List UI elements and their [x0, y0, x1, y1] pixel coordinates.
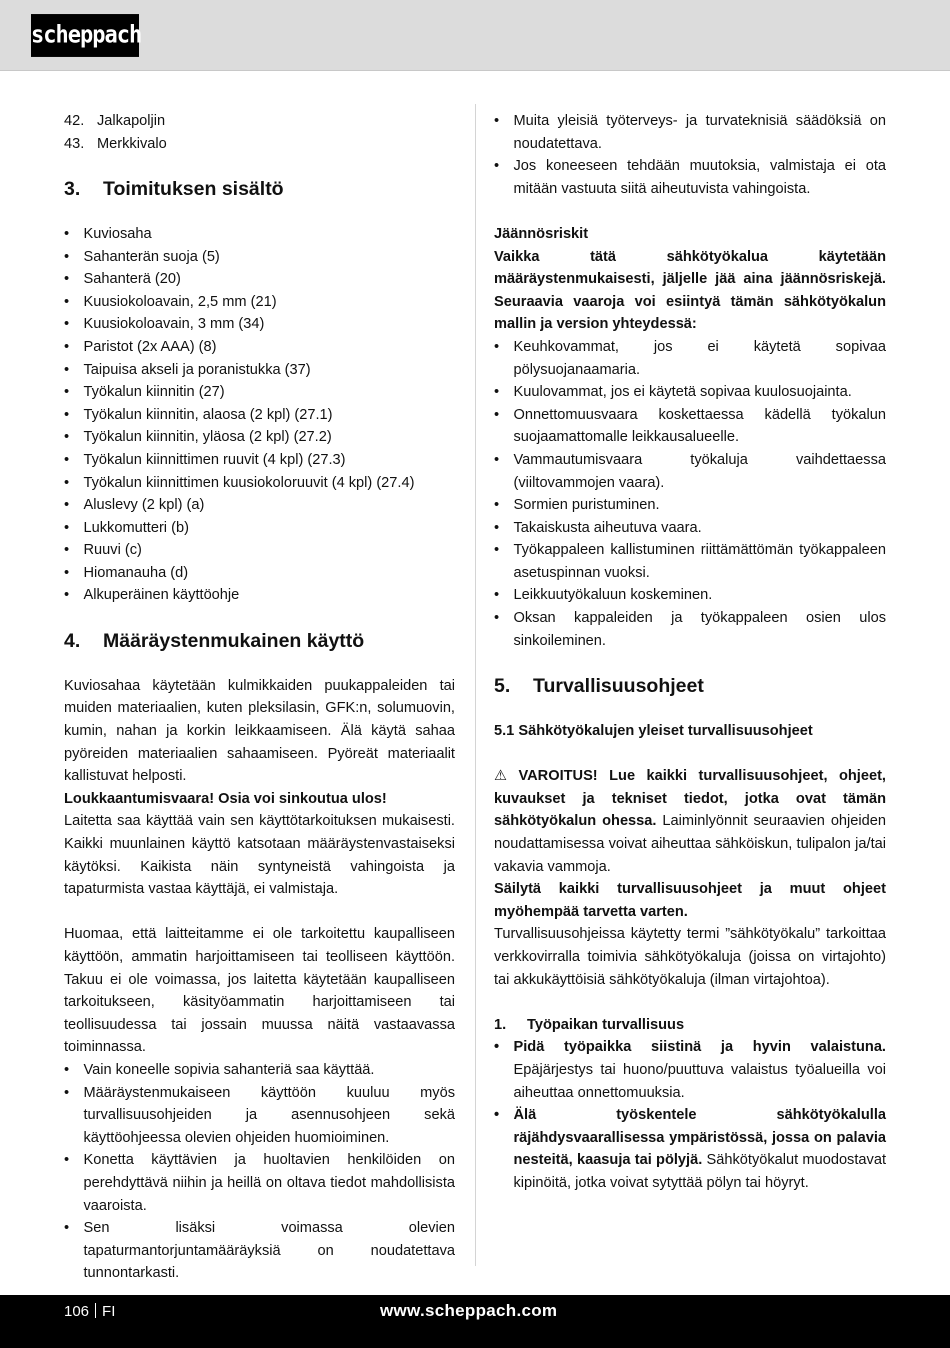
- paragraph: [64, 788, 455, 811]
- list-item-text: Työkalun kiinnitin, alaosa (2 kpl) (27.1): [83, 406, 333, 423]
- list-item-text: Alkuperäinen käyttöohje: [83, 587, 240, 604]
- bullet-icon: •: [494, 338, 500, 355]
- right-column: [494, 110, 886, 1195]
- left-column: [64, 110, 455, 1285]
- list-item-text: Keuhkovammat, jos ei käytetä sopivaa pölysuojanaamaria.: [513, 338, 886, 378]
- bullet-icon: •: [64, 497, 70, 514]
- list-item: [64, 268, 455, 291]
- list-item: [494, 110, 886, 155]
- bullet-icon: •: [64, 587, 70, 604]
- list-item-text: Paristot (2x AAA) (8): [83, 338, 217, 355]
- bold-text: Säilytä kaikki turvallisuusohjeet ja muut ohjeet myöhempää tarvetta varten.: [494, 881, 886, 920]
- bullet-icon: •: [64, 248, 70, 265]
- website-link[interactable]: www.scheppach.com: [380, 1301, 558, 1320]
- list-item-text: Vain koneelle sopivia sahanteriä saa käyttää.: [83, 1061, 375, 1078]
- bullet-icon: •: [64, 564, 70, 581]
- section-heading: [494, 675, 886, 698]
- text-run: Epäjärjestys tai huono/puuttuva valaistus työalueilla voi aiheuttaa onnettomuuksia.: [513, 1061, 886, 1101]
- list-item: [64, 584, 455, 607]
- list-item-text: Määräystenmukaiseen käyttöön kuuluu myös turvallisuusohjeiden ja asennusohjeen sekä käyttöohjeessa olevien ohjeiden huomioiminen.: [83, 1084, 455, 1146]
- list-item: [494, 381, 886, 404]
- numbered-list: [64, 110, 455, 155]
- list-item-text: Sen lisäksi voimassa olevien tapaturmantorjuntamääräyksiä on noudatettava tunnontarkasti.: [83, 1220, 455, 1282]
- list-item: [494, 336, 886, 381]
- section-title: Toimituksen sisältö: [103, 177, 284, 200]
- bold-text: Pidä työpaikka siistinä ja hyvin valaistuna.: [513, 1039, 886, 1056]
- bullet-icon: •: [64, 338, 70, 355]
- bullet-list: [64, 1059, 455, 1285]
- list-item-text: Kuusiokoloavain, 2,5 mm (21): [83, 293, 277, 310]
- list-item: [64, 336, 455, 359]
- bullet-icon: •: [494, 610, 500, 627]
- paragraph: [64, 675, 455, 788]
- list-item: [494, 539, 886, 584]
- list-item-text: Onnettomuusvaara koskettaessa kädellä työkalun suojaamattomalle leikkausalueelle.: [513, 406, 886, 446]
- list-item: [64, 517, 455, 540]
- bullet-icon: •: [494, 587, 500, 604]
- bullet-icon: •: [64, 1061, 70, 1078]
- text-run: Huomaa, että laitteitamme ei ole tarkoitettu kaupalliseen käyttöön, ammatin harjoittamiseen tai teolliseen käyttöön. Takuu ei ole voimassa, jos laitetta käytetään kaupalliseen tarkoitukseen, käsityöammatin harjoittamiseen tai teollisuudessa tai jossain muussa näitä vastaavassa toiminnassa.: [64, 926, 455, 1056]
- bullet-icon: •: [64, 225, 70, 242]
- bold-text: Älä työskentele sähkötyökalulla räjähdysvaarallisessa ympäristössä, jossa on palavia nesteitä, kaasuja tai pölyjä.: [513, 1107, 886, 1169]
- page-footer: [0, 1295, 950, 1348]
- list-item-text: Kuusiokoloavain, 3 mm (34): [83, 316, 265, 333]
- paragraph: [64, 923, 455, 1059]
- numbered-item: [64, 110, 455, 133]
- list-item-text: Taipuisa akseli ja poranistukka (37): [83, 361, 311, 378]
- bullet-icon: •: [64, 542, 70, 559]
- separator: [95, 1303, 96, 1318]
- list-item-text: Sahanterän suoja (5): [83, 248, 220, 265]
- list-item-text: Konetta käyttävien ja huoltavien henkilöiden on perehdyttävä niihin ja heillä on oltava tiedot mahdollisista vaaroista.: [83, 1152, 455, 1214]
- list-item: [64, 426, 455, 449]
- subsection-heading: 5.1 Sähkötyökalujen yleiset turvallisuusohjeet: [494, 723, 813, 740]
- list-item: [494, 517, 886, 540]
- bullet-icon: •: [64, 519, 70, 536]
- bullet-icon: •: [64, 451, 70, 468]
- bold-text: Loukkaantumisvaara! Osia voi sinkoutua ulos!: [64, 790, 387, 807]
- bullet-icon: •: [64, 384, 70, 401]
- list-item: [64, 291, 455, 314]
- list-item-text: Sormien puristuminen.: [513, 497, 660, 514]
- list-item-text: Sahanterä (20): [83, 271, 181, 288]
- bullet-icon: •: [494, 158, 500, 175]
- list-item: [64, 449, 455, 472]
- bullet-icon: •: [64, 429, 70, 446]
- section-title: Turvallisuusohjeet: [533, 674, 704, 697]
- item-number: 1.: [494, 1016, 507, 1033]
- bullet-list: [64, 223, 455, 607]
- section-heading: [64, 630, 455, 653]
- bullet-icon: •: [64, 1220, 70, 1237]
- bullet-icon: •: [494, 1039, 500, 1056]
- bullet-icon: •: [494, 497, 500, 514]
- text-run: Sähkötyökalut muodostavat kipinöitä, jotka voivat sytyttää pölyn tai höyryt.: [513, 1152, 886, 1191]
- bullet-icon: •: [64, 474, 70, 491]
- bullet-icon: •: [494, 451, 500, 468]
- list-item: [494, 1104, 886, 1194]
- page-number: 106: [64, 1303, 90, 1320]
- list-item-text: Vammautumisvaara työkaluja vaihdettaessa (viiltovammojen vaara).: [513, 451, 886, 491]
- list-item: [64, 494, 455, 517]
- bullet-icon: •: [64, 293, 70, 310]
- section-title: Määräystenmukainen käyttö: [103, 629, 365, 652]
- list-item: [494, 584, 886, 607]
- numbered-item: [64, 133, 455, 156]
- bold-text: VAROITUS! Lue kaikki turvallisuusohjeet, ohjeet, kuvaukset ja tekniset tiedot, jotka ovat tämän sähkötyökalun ohessa.: [494, 768, 886, 830]
- list-item-text: Ruuvi (c): [83, 542, 142, 559]
- bullet-icon: •: [494, 1107, 500, 1124]
- item-number: 43.: [64, 135, 85, 152]
- item-text: Työpaikan turvallisuus: [527, 1016, 685, 1033]
- list-item-text: Aluslevy (2 kpl) (a): [83, 497, 205, 514]
- bullet-list: [494, 1036, 886, 1194]
- section-heading: [64, 178, 455, 201]
- bullet-icon: •: [494, 519, 500, 536]
- numbered-item: [494, 1014, 886, 1037]
- bullet-icon: •: [494, 406, 500, 423]
- list-item: [64, 246, 455, 269]
- list-item: [494, 1036, 886, 1104]
- text-run: Kuviosahaa käytetään kulmikkaiden puukappaleiden tai muiden materiaalien, kuten pleksilasin, GFK:n, solumuovin, kumin, nahan ja korkin leikkaamiseen. Älä käytä sahaa pyöreiden materiaalien sahaamiseen. Pyöreät materiaalit kallistuvat helposti.: [64, 677, 455, 785]
- text-run: Laitetta saa käyttää vain sen käyttötarkoituksen mukaisesti. Kaikki muunlainen käyttö katsotaan määräystenvastaiseksi käytöksi. Kaikista näin syntyneistä vahingoista ja tapaturmista vastaa käyttäjä, ei valmistaja.: [64, 813, 455, 898]
- list-item: [64, 359, 455, 382]
- paragraph: [494, 765, 886, 878]
- list-item: [64, 381, 455, 404]
- bullet-icon: •: [64, 361, 70, 378]
- list-item: [64, 472, 455, 495]
- item-number: 42.: [64, 113, 85, 129]
- bullet-icon: •: [494, 113, 500, 129]
- list-item-text: Kuulovammat, jos ei käytetä sopivaa kuulosuojainta.: [513, 384, 852, 401]
- scheppach-logo: scheppach: [31, 14, 139, 57]
- column-divider: [475, 104, 476, 1266]
- text-run: Turvallisuusohjeissa käytetty termi ”sähkötyökalu” tarkoittaa verkkovirralla toimivia sähkötyökaluja (joissa on virtajohto) tai akkukäyttöisiä sähkötyökaluja (ilman virtajohtoa).: [494, 926, 886, 988]
- bullet-icon: •: [494, 384, 500, 401]
- section-number: 3.: [64, 177, 81, 200]
- list-item: [494, 494, 886, 517]
- section-number: 4.: [64, 629, 81, 652]
- bold-text: Jäännösriskit: [494, 225, 589, 242]
- paragraph: [494, 878, 886, 923]
- list-item: [64, 1059, 455, 1082]
- list-item: [64, 1149, 455, 1217]
- list-item-text: Kuviosaha: [83, 225, 152, 242]
- numbered-list: [494, 1014, 886, 1037]
- bullet-list: [494, 336, 886, 652]
- bullet-icon: •: [64, 1084, 70, 1101]
- list-item-text: Oksan kappaleiden ja työkappaleen osien ulos sinkoileminen.: [513, 610, 886, 649]
- list-item: [64, 404, 455, 427]
- list-item-text: Työkalun kiinnittimen kuusiokoloruuvit (4 kpl) (27.4): [83, 474, 415, 491]
- list-item-text: Työkalun kiinnitin, yläosa (2 kpl) (27.2): [83, 429, 332, 446]
- language-code: FI: [102, 1303, 116, 1320]
- list-item-text: Työkalun kiinnittimen ruuvit (4 kpl) (27.3): [83, 451, 346, 468]
- bullet-list: [494, 110, 886, 200]
- bullet-icon: •: [494, 542, 500, 559]
- list-item: [64, 562, 455, 585]
- list-item: [64, 313, 455, 336]
- bullet-icon: •: [64, 271, 70, 288]
- list-item-text: Muita yleisiä työterveys- ja turvateknisiä säädöksiä on noudatettava.: [513, 113, 886, 152]
- list-item-text: Takaiskusta aiheutuva vaara.: [513, 519, 702, 536]
- list-item-text: Työkalun kiinnitin (27): [83, 384, 225, 401]
- list-item: [494, 404, 886, 449]
- list-item-text: Leikkuutyökaluun koskeminen.: [513, 587, 713, 604]
- bullet-icon: •: [64, 1152, 70, 1169]
- paragraph: [494, 923, 886, 991]
- text-run: Laiminlyönnit seuraavien ohjeiden noudattamisessa voivat aiheuttaa sähköiskun, tulipalon ja/tai vakavia vammoja.: [494, 813, 886, 875]
- paragraph: [64, 810, 455, 900]
- warning-icon: ⚠: [494, 768, 515, 785]
- section-number: 5.: [494, 674, 511, 697]
- list-item: [64, 539, 455, 562]
- list-item-text: Työkappaleen kallistuminen riittämättömän työkappaleen asetuspinnan vuoksi.: [513, 542, 886, 581]
- bold-text: Vaikka tätä sähkötyökalua käytetään määräystenmukaisesti, jäljelle jää aina jäännösriskejä. Seuraavia vaaroja voi esiintyä tämän sähkötyökalun mallin ja version yhteydessä:: [494, 248, 886, 333]
- item-text: Jalkapoljin: [97, 113, 166, 129]
- paragraph: [494, 246, 886, 336]
- list-item: [494, 607, 886, 652]
- page-header: [0, 0, 950, 71]
- page-indicator: [64, 1303, 115, 1320]
- bullet-icon: •: [64, 316, 70, 333]
- bullet-icon: •: [64, 406, 70, 423]
- list-item: [494, 449, 886, 494]
- list-item-text: Jos koneeseen tehdään muutoksia, valmistaja ei ota mitään vastuuta siitä aiheutuvista vahingoista.: [513, 158, 886, 197]
- list-item: [64, 1217, 455, 1285]
- item-text: Merkkivalo: [97, 135, 167, 152]
- list-item: [64, 223, 455, 246]
- list-item-text: Hiomanauha (d): [83, 564, 189, 581]
- list-item: [494, 155, 886, 200]
- list-item-text: Lukkomutteri (b): [83, 519, 189, 536]
- list-item: [64, 1082, 455, 1150]
- paragraph: [494, 223, 886, 246]
